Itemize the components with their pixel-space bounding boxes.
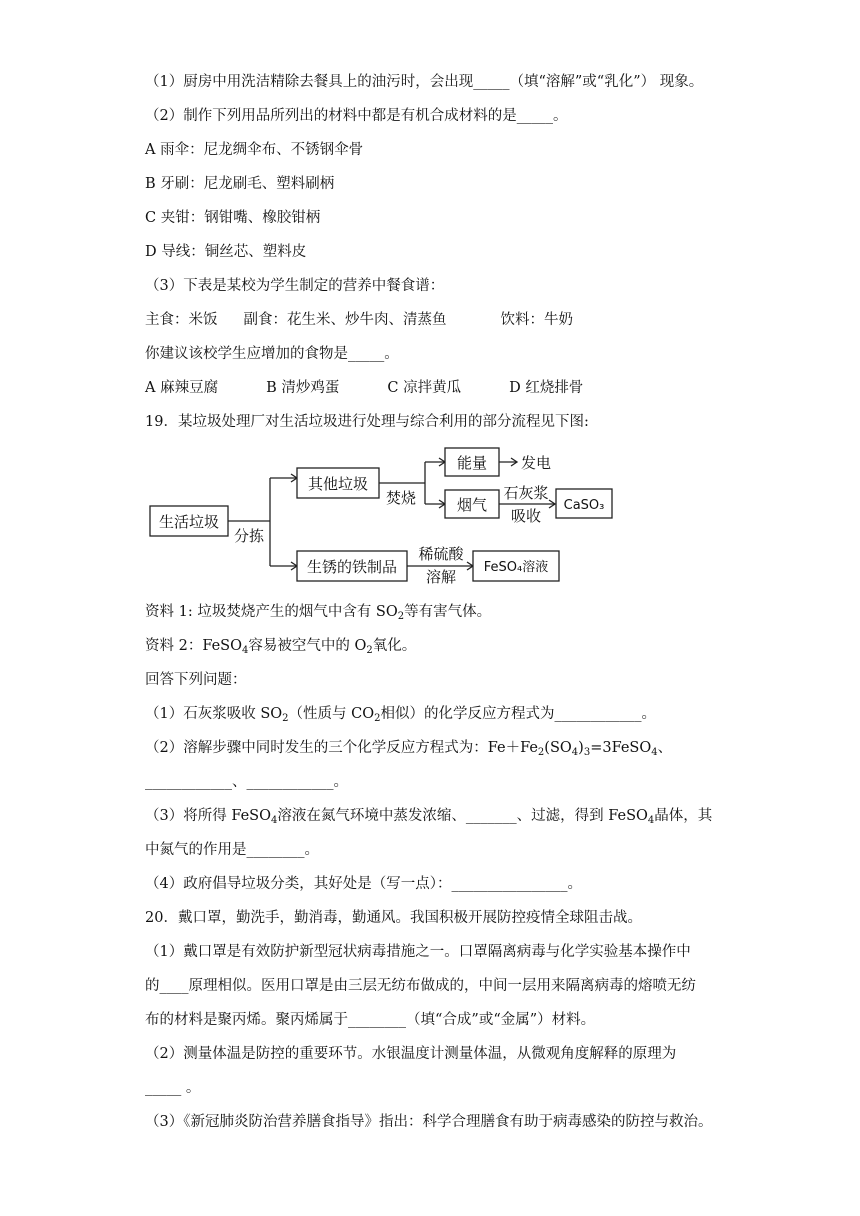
choice-c: C 凉拌黄瓜: [387, 380, 462, 396]
label-power: 发电: [521, 454, 552, 472]
menu-side: 副食：花生米、炒牛肉、清蒸鱼: [243, 312, 447, 328]
label-acid1: 稀硫酸: [418, 545, 464, 563]
q19-sub-3: （3）将所得 FeSO$_4$溶液在氮气环境中蒸发浓缩、_______、过滤，得到 FeSO$_4$晶体，其: [145, 808, 713, 826]
box-caso3-label: CaSO₃: [563, 498, 605, 513]
q20-title: 20．戴口罩，勤洗手，勤消毒，勤通风。我国积极开展防控疫情全球阻击战。: [145, 910, 642, 926]
box-energy-label: 能量: [456, 454, 488, 472]
box-start-label: 生活垃圾: [158, 513, 220, 531]
q19-sub-4: （4）政府倡导垃圾分类，其好处是（写一点）：________________。: [145, 876, 582, 892]
menu-line: [145, 310, 573, 330]
label-burn: 焚烧: [385, 489, 417, 507]
q19-title: 19．某垃圾处理厂对生活垃圾进行处理与综合利用的部分流程见下图:: [145, 414, 589, 430]
label-lime2: 吸收: [510, 507, 542, 525]
line-q18-1: （1）厨房中用洗洁精除去餐具上的油污时，会出现_____（填“溶解”或“乳化”） 现象。: [145, 74, 704, 90]
option-d: D 导线：铜丝芯、塑料皮: [145, 244, 307, 260]
q20-sub-1-l1: （1）戴口罩是有效防护新型冠状病毒措施之一。口罩隔离病毒与化学实验基本操作中: [145, 944, 691, 960]
menu-main: 主食：米饭: [145, 312, 218, 328]
label-lime1: 石灰浆: [503, 484, 549, 502]
option-b: B 牙刷：尼龙刷毛、塑料刷柄: [145, 176, 335, 192]
choice-b: B 清炒鸡蛋: [266, 380, 340, 396]
q19-sub-3-line2: 中氮气的作用是________。: [145, 842, 319, 858]
q20-sub-2-l2: _____ 。: [145, 1080, 201, 1096]
q19-sub-2: （2）溶解步骤中同时发生的三个化学反应方程式为：$Fe+Fe_2(SO_4)_3=3FeSO_4$、: [145, 740, 673, 758]
q20-sub-3-l1: （3）《新冠肺炎防治营养膳食指导》指出：科学合理膳食有助于病毒感染的防控与救治。: [145, 1114, 713, 1130]
menu-drink: 饮料：牛奶: [500, 312, 573, 328]
option-c: C 夹钳：钢钳嘴、橡胶钳柄: [145, 210, 321, 226]
box-other-label: 其他垃圾: [307, 475, 369, 493]
line-q18-3: （3）下表是某校为学生制定的营养中餐食谱：: [145, 278, 445, 294]
box-feso4-label: FeSO₄溶液: [483, 560, 549, 575]
q19-sub-2-line2: ____________、____________。: [145, 774, 348, 790]
line-q18-3q: 你建议该校学生应增加的食物是_____。: [145, 346, 399, 362]
process-flow-diagram: [145, 446, 585, 588]
label-sort: 分拣: [233, 527, 265, 545]
q20-sub-1-l2: 的____原理相似。医用口罩是由三层无纺布做成的，中间一层用来隔离病毒的熔喷无纺: [145, 978, 696, 994]
q20-sub-1-l3: 布的材料是聚丙烯。聚丙烯属于________（填“合成”或“金属”）材料。: [145, 1012, 596, 1028]
caso3-box: [555, 488, 615, 520]
q20-sub-2-l1: （2）测量体温是防控的重要环节。水银温度计测量体温，从微观角度解释的原理为: [145, 1046, 677, 1062]
q19-sub-1: （1）石灰浆吸收 $SO_2$（性质与 $CO_2$相似）的化学反应方程式为____________。: [145, 706, 656, 724]
answer-prompt: 回答下列问题：: [145, 672, 247, 688]
info-2: 资料 2：FeSO$_4$容易被空气中的 $O_2$氧化。: [145, 638, 417, 656]
choice-d: D 红烧排骨: [509, 380, 584, 396]
option-a: A 雨伞：尼龙绸伞布、不锈钢伞骨: [145, 142, 364, 158]
box-iron-label: 生锈的铁制品: [306, 558, 398, 576]
choice-a: A 麻辣豆腐: [145, 380, 219, 396]
box-smoke-label: 烟气: [456, 496, 488, 514]
choice-line: [145, 378, 583, 398]
line-q18-2: （2）制作下列用品所列出的材料中都是有机合成材料的是_____。: [145, 108, 568, 124]
info-1: 资料 1: 垃圾焚烧产生的烟气中含有 $SO_2$等有害气体。: [145, 604, 492, 622]
label-acid2: 溶解: [425, 568, 457, 586]
